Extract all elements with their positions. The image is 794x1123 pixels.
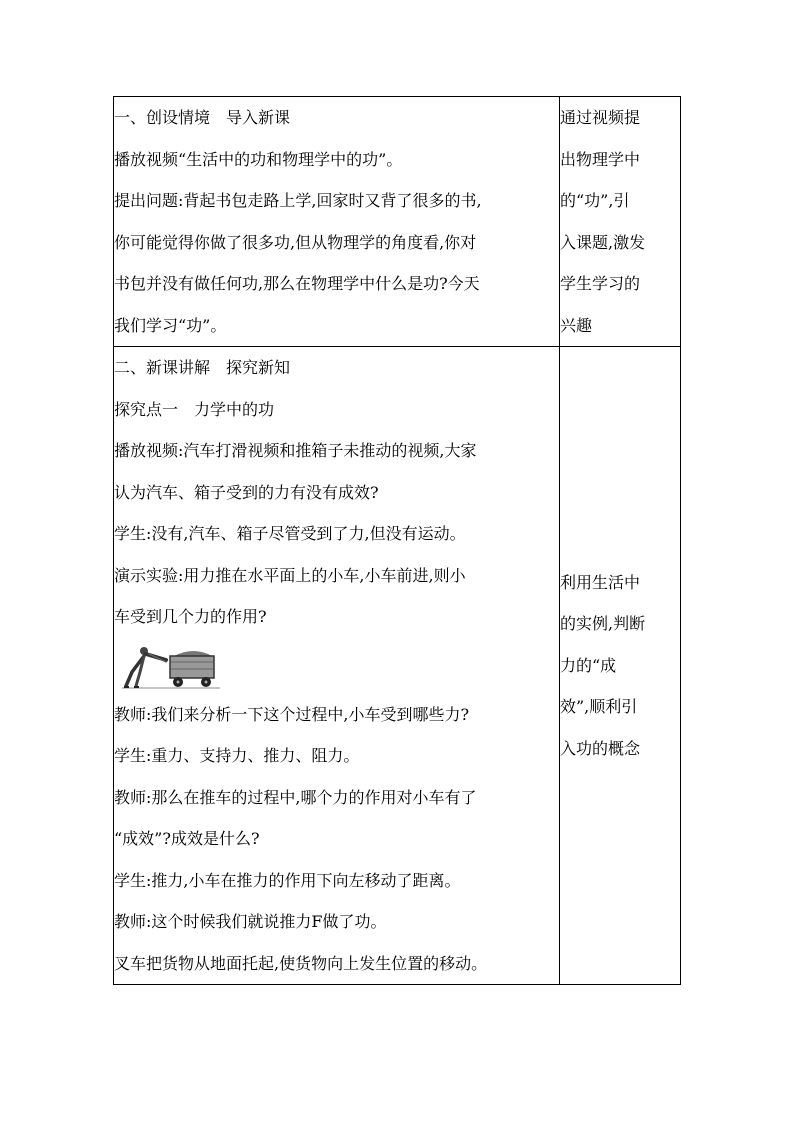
table-row — [114, 347, 681, 985]
section2-purpose-line: 效”,顺利引 — [560, 697, 638, 717]
section1-line: 提出问题:背起书包走路上学,回家时又背了很多的书, — [114, 191, 482, 210]
section2-heading: 二、新课讲解 探究新知 — [114, 358, 291, 377]
section1-purpose-cell — [560, 97, 681, 347]
section2-line: 教师:这个时候我们就说推力F做了功。 — [114, 912, 387, 931]
section2-purpose-line: 的实例,判断 — [560, 614, 646, 634]
section1-purpose-line: 学生学习的 — [560, 274, 641, 293]
section2-line: 认为汽车、箱子受到的力有没有成效? — [114, 482, 379, 502]
section2-content-cell — [114, 347, 560, 985]
section2-subheading: 探究点一 力学中的功 — [114, 399, 275, 419]
section1-line: 我们学习“功”。 — [114, 315, 227, 335]
section2-line: 播放视频:汽车打滑视频和推箱子未推动的视频,大家 — [114, 441, 477, 460]
section2-line: 学生:没有,汽车、箱子尽管受到了力,但没有运动。 — [114, 524, 466, 543]
section2-line: 学生:推力,小车在推力的作用下向左移动了距离。 — [114, 870, 461, 890]
section2-line: “成效”?成效是什么? — [114, 829, 260, 848]
section2-line: 教师:那么在推车的过程中,哪个力的作用对小车有了 — [114, 787, 477, 807]
section2-line: 车受到几个力的作用? — [114, 607, 267, 626]
section2-purpose-line: 利用生活中 — [560, 572, 641, 592]
person-pushing-cart-illustration — [122, 642, 222, 692]
section2-line: 教师:我们来分析一下这个过程中,小车受到哪些力? — [114, 704, 470, 724]
section2-purpose-line: 入功的概念 — [560, 738, 641, 758]
section1-purpose-line: 入课题,激发 — [560, 232, 646, 252]
section1-line: 书包并没有做任何功,那么在物理学中什么是功?今天 — [114, 274, 480, 293]
section2-purpose-cell — [560, 347, 681, 985]
section2-purpose-line: 力的“成 — [560, 655, 617, 675]
section2-line: 学生:重力、支持力、推力、阻力。 — [114, 746, 360, 765]
section1-purpose-line: 出物理学中 — [560, 149, 641, 169]
section2-line: 叉车把货物从地面托起,使货物向上发生位置的移动。 — [114, 953, 488, 973]
section2-line: 演示实验:用力推在水平面上的小车,小车前进,则小 — [114, 565, 466, 585]
section1-purpose-line: 的“功”,引 — [560, 191, 630, 210]
section1-heading: 一、创设情境 导入新课 — [114, 108, 291, 127]
section1-purpose-line: 兴趣 — [560, 315, 593, 335]
section1-content-cell — [114, 97, 560, 347]
table-row — [114, 97, 681, 347]
lesson-plan-table — [113, 96, 681, 985]
section1-line: 你可能觉得你做了很多功,但从物理学的角度看,你对 — [114, 232, 477, 252]
section1-purpose-line: 通过视频提 — [560, 108, 641, 127]
section1-line: 播放视频“生活中的功和物理学中的功”。 — [114, 149, 403, 169]
